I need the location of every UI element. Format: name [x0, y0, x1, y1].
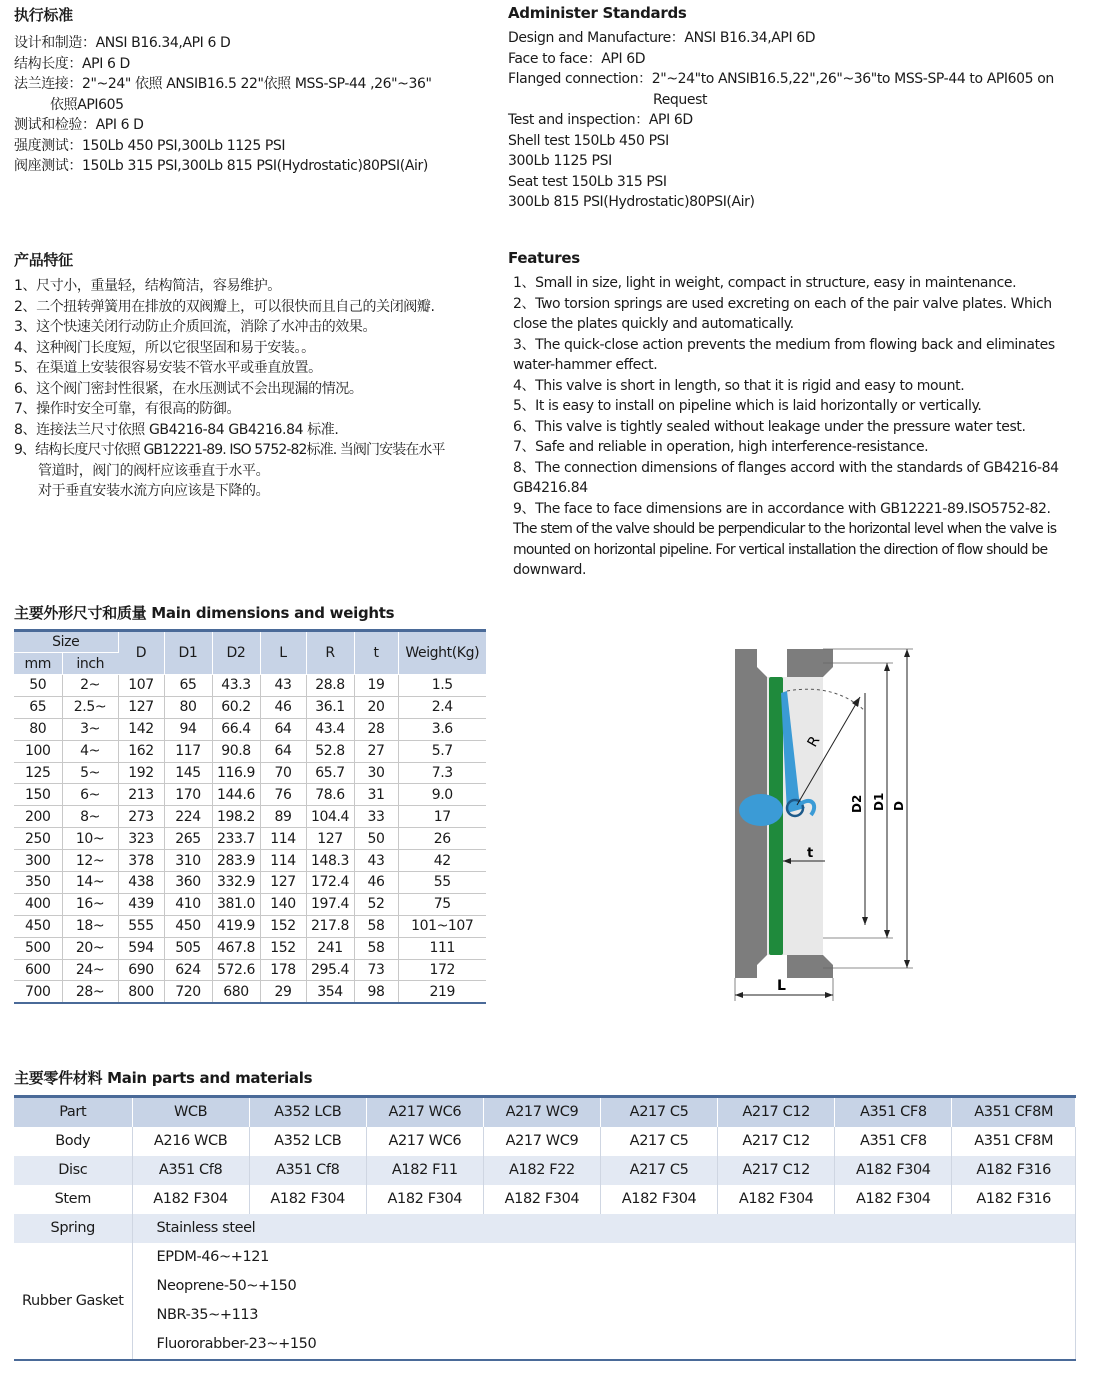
dimension-cell: 410 — [164, 893, 212, 915]
standards-cn-heading: 执行标准 — [14, 6, 73, 24]
materials-row-disc — [14, 1156, 1076, 1185]
dimension-cell: 90.8 — [212, 740, 260, 762]
dimension-cell: 64 — [260, 740, 306, 762]
d-arrowhead — [904, 960, 910, 968]
spring-label: Spring — [14, 1214, 132, 1243]
dimension-cell: 5~ — [62, 762, 118, 784]
dimension-cell: 219 — [398, 981, 486, 1003]
materials-cell: A217 WC6 — [366, 1127, 483, 1156]
d2-arrowhead — [862, 917, 868, 925]
features-en-line: 6、This valve is tightly sealed without leakage under the pressure water test. — [513, 418, 1026, 435]
dimension-cell: 142 — [118, 718, 164, 740]
dimension-cell: 140 — [260, 893, 306, 915]
materials-cell: A182 F316 — [952, 1156, 1076, 1185]
dimension-cell: 350 — [14, 872, 62, 894]
dimension-cell: 75 — [398, 893, 486, 915]
dimension-row — [14, 675, 486, 697]
dimension-cell: 127 — [306, 828, 354, 850]
features-en-line: 9、The face to face dimensions are in accordance with GB12221-89.ISO5752-82. — [513, 500, 1051, 517]
dimension-row — [14, 718, 486, 740]
materials-cell: Disc — [14, 1156, 132, 1185]
dimension-cell: 283.9 — [212, 850, 260, 872]
dimension-cell: 104.4 — [306, 806, 354, 828]
dimension-cell: 101~107 — [398, 915, 486, 937]
materials-cell: A217 C5 — [601, 1127, 718, 1156]
standards-cn-line: 法兰连接：2"~24" 依照 ANSIB16.5 22"依照 MSS-SP-44 ,26"~36" — [14, 76, 432, 92]
dimensions-body — [14, 675, 486, 1003]
materials-cell: A182 F304 — [835, 1156, 952, 1185]
dimension-cell: 70 — [260, 762, 306, 784]
features-cn-line: 2、二个扭转弹簧用在排放的双阀瓣上，可以很快而且自己的关闭阀瓣. — [14, 298, 435, 315]
dimension-cell: 680 — [212, 981, 260, 1003]
dimension-cell: 29 — [260, 981, 306, 1003]
dimension-cell: 624 — [164, 959, 212, 981]
standards-en-line: Request — [653, 91, 708, 108]
dimension-cell: 265 — [164, 828, 212, 850]
standards-en-line: Seat test 150Lb 315 PSI — [508, 173, 667, 190]
dimension-cell: 150 — [14, 784, 62, 806]
materials-cell: A352 LCB — [249, 1127, 366, 1156]
gasket-value: NBR-35~+113 — [156, 1306, 259, 1323]
dimension-cell: 594 — [118, 937, 164, 959]
dimension-cell: 419.9 — [212, 915, 260, 937]
label-D2: D2 — [850, 794, 864, 813]
standards-en-heading: Administer Standards — [508, 4, 687, 22]
dimensions-heading — [14, 602, 394, 623]
dimension-cell: 3.6 — [398, 718, 486, 740]
features-en-heading: Features — [508, 249, 580, 267]
standards-cn-line: 结构长度：API 6 D — [14, 55, 130, 72]
standards-en-line: Shell test 150Lb 450 PSI — [508, 132, 669, 149]
dimension-cell: 43.4 — [306, 718, 354, 740]
l-arrowhead — [735, 992, 743, 998]
features-en-section — [508, 249, 1093, 581]
dimension-cell: 4~ — [62, 740, 118, 762]
dimension-cell: 52 — [354, 893, 398, 915]
features-en-line: downward. — [513, 562, 587, 578]
dimension-cell: 170 — [164, 784, 212, 806]
dimension-cell: 233.7 — [212, 828, 260, 850]
dimension-cell: 192 — [118, 762, 164, 784]
materials-cell: Body — [14, 1127, 132, 1156]
gasket-value: Neoprene-50~+150 — [156, 1277, 297, 1294]
dimension-cell: 148.3 — [306, 850, 354, 872]
dimension-cell: 450 — [164, 915, 212, 937]
features-cn-line: 8、连接法兰尺寸依照 GB4216-84 GB4216.84 标准. — [14, 421, 339, 438]
dimension-cell: 43 — [260, 675, 306, 697]
standards-cn-line: 测试和检验：API 6 D — [14, 117, 144, 133]
dimension-cell: 400 — [14, 893, 62, 915]
dimension-cell: 20~ — [62, 937, 118, 959]
dimension-row — [14, 937, 486, 959]
features-en-line: 1、Small in size, light in weight, compact in structure, easy in maintenance. — [513, 275, 1017, 291]
dimension-cell: 65 — [14, 696, 62, 718]
dimension-cell: 117 — [164, 740, 212, 762]
dimension-row — [14, 740, 486, 762]
valve-disc-hub — [739, 794, 783, 826]
dimension-cell: 250 — [14, 828, 62, 850]
features-en-line: 8、The connection dimensions of flanges accord with the standards of GB4216-84 — [513, 459, 1059, 476]
dimension-cell: 700 — [14, 981, 62, 1003]
materials-cell: A182 F304 — [366, 1185, 483, 1214]
dimension-cell: 323 — [118, 828, 164, 850]
dimension-cell: 20 — [354, 696, 398, 718]
standards-cn-line: 依照API605 — [50, 96, 124, 113]
dimension-cell: 65 — [164, 675, 212, 697]
dimension-row — [14, 784, 486, 806]
dimension-cell: 300 — [14, 850, 62, 872]
features-en-line: water-hammer effect. — [513, 357, 658, 373]
materials-cell: Stem — [14, 1185, 132, 1214]
dimension-cell: 295.4 — [306, 959, 354, 981]
dimension-cell: 2.4 — [398, 696, 486, 718]
inch-header: inch — [62, 653, 118, 675]
dimension-row — [14, 828, 486, 850]
dimension-cell: 505 — [164, 937, 212, 959]
materials-row-stem — [14, 1185, 1076, 1214]
dimension-cell: 360 — [164, 872, 212, 894]
features-cn-line: 7、操作时安全可靠，有很高的防御。 — [14, 401, 241, 417]
dimension-cell: 73 — [354, 959, 398, 981]
dimension-cell: 467.8 — [212, 937, 260, 959]
dimension-cell: 58 — [354, 937, 398, 959]
dimension-cell: 800 — [118, 981, 164, 1003]
dimension-cell: 378 — [118, 850, 164, 872]
standards-cn-line: 设计和制造：ANSI B16.34,API 6 D — [14, 35, 231, 51]
dimension-cell: 332.9 — [212, 872, 260, 894]
dimensions-heading-en: Main dimensions and weights — [151, 604, 395, 622]
dimension-cell: 46 — [354, 872, 398, 894]
features-en-line: 2、Two torsion springs are used excreting on each of the pair valve plates. Which — [513, 295, 1052, 312]
dimension-cell: 64 — [260, 718, 306, 740]
standards-en-line: 300Lb 815 PSI(Hydrostatic)80PSI(Air) — [508, 194, 755, 210]
features-cn-line: 9、结构长度尺寸依照 GB12221-89. ISO 5752-82标准. 当阀门安装在水平 — [14, 442, 445, 458]
materials-row-body — [14, 1127, 1076, 1156]
dimension-row — [14, 762, 486, 784]
gasket-value: Fluororabber-23~+150 — [156, 1335, 317, 1352]
dimension-cell: 690 — [118, 959, 164, 981]
dimension-cell: 198.2 — [212, 806, 260, 828]
dimension-cell: 80 — [164, 696, 212, 718]
l-arrowhead — [825, 992, 833, 998]
dimensions-table — [14, 629, 486, 1004]
materials-cell: A182 F22 — [483, 1156, 600, 1185]
dimension-cell: 111 — [398, 937, 486, 959]
dimension-cell: 213 — [118, 784, 164, 806]
dimension-cell: 116.9 — [212, 762, 260, 784]
dimension-cell: 19 — [354, 675, 398, 697]
dimension-cell: 94 — [164, 718, 212, 740]
dimension-cell: 310 — [164, 850, 212, 872]
features-en-line: 3、The quick-close action prevents the medium from flowing back and eliminates — [513, 336, 1055, 353]
col-header-L: L — [260, 631, 306, 675]
label-R: R — [804, 733, 824, 750]
materials-table — [14, 1095, 1076, 1361]
materials-row-gasket — [14, 1243, 1076, 1360]
dimension-cell: 5.7 — [398, 740, 486, 762]
dimension-cell: 60.2 — [212, 696, 260, 718]
dimension-cell: 43 — [354, 850, 398, 872]
dimension-cell: 17 — [398, 806, 486, 828]
materials-cell: A182 F304 — [483, 1185, 600, 1214]
features-cn-line: 对于垂直安装水流方向应该是下降的。 — [38, 483, 270, 499]
dimension-cell: 55 — [398, 872, 486, 894]
standards-en-line: Test and inspection：API 6D — [508, 112, 693, 128]
features-cn-line: 5、在渠道上安装很容易安装不管水平或垂直放置。 — [14, 360, 322, 376]
d1-arrowhead — [884, 663, 890, 671]
features-cn-line: 1、尺寸小，重量轻，结构简洁，容易维护。 — [14, 278, 281, 294]
gasket-values — [132, 1243, 1076, 1360]
dimension-cell: 2.5~ — [62, 696, 118, 718]
dimensions-heading-cn: 主要外形尺寸和质量 — [14, 604, 147, 622]
dimension-cell: 8~ — [62, 806, 118, 828]
dimension-row — [14, 981, 486, 1003]
materials-header-cell: A217 WC6 — [366, 1097, 483, 1127]
dimension-cell: 178 — [260, 959, 306, 981]
dimension-cell: 152 — [260, 915, 306, 937]
valve-diagram — [715, 633, 925, 1008]
dimension-cell: 76 — [260, 784, 306, 806]
dimension-cell: 162 — [118, 740, 164, 762]
materials-heading-cn: 主要零件材料 — [14, 1069, 103, 1087]
dimension-cell: 9.0 — [398, 784, 486, 806]
col-header-D1: D1 — [164, 631, 212, 675]
materials-heading-en: Main parts and materials — [107, 1069, 313, 1087]
dimension-cell: 125 — [14, 762, 62, 784]
features-en-line: 7、Safe and reliable in operation, high interference-resistance. — [513, 439, 929, 455]
dimension-row — [14, 959, 486, 981]
label-D1: D1 — [872, 792, 886, 811]
dimension-cell: 439 — [118, 893, 164, 915]
dimension-cell: 98 — [354, 981, 398, 1003]
dimension-cell: 144.6 — [212, 784, 260, 806]
dimension-row — [14, 872, 486, 894]
features-cn-line: 管道时，阀门的阀杆应该垂直于水平。 — [38, 462, 270, 479]
dimension-cell: 66.4 — [212, 718, 260, 740]
dimension-cell: 14~ — [62, 872, 118, 894]
dimension-cell: 438 — [118, 872, 164, 894]
materials-header-cell: A217 C12 — [718, 1097, 835, 1127]
dimension-cell: 200 — [14, 806, 62, 828]
dimension-cell: 600 — [14, 959, 62, 981]
dimension-cell: 12~ — [62, 850, 118, 872]
dimension-cell: 152 — [260, 937, 306, 959]
col-header-D2: D2 — [212, 631, 260, 675]
features-cn-heading: 产品特征 — [14, 251, 73, 269]
dimension-cell: 80 — [14, 718, 62, 740]
materials-cell: A351 Cf8 — [249, 1156, 366, 1185]
materials-header-row — [14, 1097, 1076, 1127]
dimension-row — [14, 806, 486, 828]
dimension-cell: 197.4 — [306, 893, 354, 915]
materials-cell: A217 C12 — [718, 1127, 835, 1156]
standards-cn-line: 阀座测试：150Lb 315 PSI,300Lb 815 PSI(Hydrostatic)80PSI(Air) — [14, 158, 428, 174]
standards-cn-line: 强度测试：150Lb 450 PSI,300Lb 1125 PSI — [14, 137, 286, 154]
dimension-cell: 78.6 — [306, 784, 354, 806]
materials-header-cell: A217 C5 — [601, 1097, 718, 1127]
features-en-line: GB4216.84 — [513, 480, 588, 496]
dimension-cell: 43.3 — [212, 675, 260, 697]
label-D: D — [892, 801, 906, 811]
materials-cell: A182 F304 — [249, 1185, 366, 1214]
dimension-cell: 381.0 — [212, 893, 260, 915]
materials-header-cell: WCB — [132, 1097, 249, 1127]
standards-en-line: Flanged connection：2"~24"to ANSIB16.5,22",26"~36"to MSS-SP-44 to API605 on — [508, 71, 1054, 87]
dimension-cell: 46 — [260, 696, 306, 718]
col-header-D: D — [118, 631, 164, 675]
materials-header-cell: A351 CF8 — [835, 1097, 952, 1127]
standards-en-line: Face to face：API 6D — [508, 50, 646, 67]
dimension-cell: 42 — [398, 850, 486, 872]
standards-en-line: 300Lb 1125 PSI — [508, 153, 612, 169]
dimension-cell: 273 — [118, 806, 164, 828]
features-cn-line: 4、这种阀门长度短，所以它很坚固和易于安装。。 — [14, 339, 315, 356]
features-en-line: 5、It is easy to install on pipeline which is laid horizontally or vertically. — [513, 398, 982, 414]
features-en-line: mounted on horizontal pipeline. For vertical installation the direction of flow should be — [513, 541, 1048, 558]
dimension-cell: 572.6 — [212, 959, 260, 981]
dimension-cell: 555 — [118, 915, 164, 937]
dimension-cell: 2~ — [62, 675, 118, 697]
dimension-cell: 450 — [14, 915, 62, 937]
d-arrowhead — [904, 649, 910, 657]
standards-en-section — [508, 4, 1088, 213]
col-header-R: R — [306, 631, 354, 675]
d1-arrowhead — [884, 930, 890, 938]
materials-heading — [14, 1067, 312, 1088]
dimension-cell: 50 — [14, 675, 62, 697]
dimension-cell: 114 — [260, 850, 306, 872]
standards-cn-section — [14, 4, 504, 177]
dimension-cell: 500 — [14, 937, 62, 959]
label-L: L — [777, 978, 786, 994]
gasket-label: Rubber Gasket — [14, 1243, 132, 1360]
spring-value: Stainless steel — [132, 1214, 1076, 1243]
dimension-cell: 107 — [118, 675, 164, 697]
dimension-row — [14, 893, 486, 915]
features-cn-line: 6、这个阀门密封性很紧，在水压测试不会出现漏的情况。 — [14, 380, 363, 397]
materials-header-cell: A351 CF8M — [952, 1097, 1076, 1127]
dimension-cell: 172 — [398, 959, 486, 981]
dimension-cell: 3~ — [62, 718, 118, 740]
gasket-value: EPDM-46~+121 — [156, 1248, 269, 1265]
dimension-cell: 6~ — [62, 784, 118, 806]
materials-header-cell: Part — [14, 1097, 132, 1127]
features-cn-section — [14, 249, 504, 502]
materials-cell: A182 F11 — [366, 1156, 483, 1185]
materials-cell: A182 F304 — [601, 1185, 718, 1214]
materials-cell: A182 F316 — [952, 1185, 1076, 1214]
dimension-cell: 28 — [354, 718, 398, 740]
dimension-cell: 30 — [354, 762, 398, 784]
materials-cell: A182 F304 — [718, 1185, 835, 1214]
dimension-cell: 28.8 — [306, 675, 354, 697]
materials-cell: A217 C5 — [601, 1156, 718, 1185]
dimension-cell: 114 — [260, 828, 306, 850]
standards-en-line: Design and Manufacture：ANSI B16.34,API 6D — [508, 30, 816, 46]
dimension-cell: 145 — [164, 762, 212, 784]
materials-row-spring — [14, 1214, 1076, 1243]
dimension-cell: 10~ — [62, 828, 118, 850]
dimension-cell: 27 — [354, 740, 398, 762]
col-header-weight: Weight(Kg) — [398, 631, 486, 675]
dimension-cell: 24~ — [62, 959, 118, 981]
dimension-cell: 100 — [14, 740, 62, 762]
features-en-line: close the plates quickly and automatically. — [513, 316, 794, 332]
dimension-cell: 31 — [354, 784, 398, 806]
materials-cell: A351 CF8 — [835, 1127, 952, 1156]
materials-cell: A351 Cf8 — [132, 1156, 249, 1185]
features-en-line: 4、This valve is short in length, so that it is rigid and easy to mount. — [513, 377, 965, 394]
dimension-cell: 26 — [398, 828, 486, 850]
dimension-cell: 354 — [306, 981, 354, 1003]
dimension-cell: 65.7 — [306, 762, 354, 784]
dimension-row — [14, 850, 486, 872]
dimension-cell: 1.5 — [398, 675, 486, 697]
dimension-cell: 224 — [164, 806, 212, 828]
dimension-cell: 36.1 — [306, 696, 354, 718]
materials-header-cell: A217 WC9 — [483, 1097, 600, 1127]
dimension-cell: 16~ — [62, 893, 118, 915]
materials-cell: A217 C12 — [718, 1156, 835, 1185]
col-header-t: t — [354, 631, 398, 675]
dimension-cell: 18~ — [62, 915, 118, 937]
dimension-cell: 241 — [306, 937, 354, 959]
dimension-row — [14, 696, 486, 718]
features-en-line: The stem of the valve should be perpendicular to the horizontal level when the valve is — [513, 521, 1057, 537]
materials-cell: A217 WC9 — [483, 1127, 600, 1156]
dimension-cell: 58 — [354, 915, 398, 937]
dimension-cell: 720 — [164, 981, 212, 1003]
dimension-cell: 50 — [354, 828, 398, 850]
materials-cell: A351 CF8M — [952, 1127, 1076, 1156]
materials-cell: A216 WCB — [132, 1127, 249, 1156]
mm-header: mm — [14, 653, 62, 675]
dimension-cell: 7.3 — [398, 762, 486, 784]
size-header: Size — [14, 631, 118, 653]
dimension-cell: 127 — [260, 872, 306, 894]
dimension-cell: 33 — [354, 806, 398, 828]
dimension-cell: 89 — [260, 806, 306, 828]
label-t: t — [807, 846, 814, 861]
dimension-cell: 127 — [118, 696, 164, 718]
dimension-cell: 172.4 — [306, 872, 354, 894]
materials-header-cell: A352 LCB — [249, 1097, 366, 1127]
features-cn-line: 3、这个快速关闭行动防止介质回流，消除了水冲击的效果。 — [14, 319, 377, 335]
materials-cell: A182 F304 — [132, 1185, 249, 1214]
dimension-cell: 28~ — [62, 981, 118, 1003]
materials-cell: A182 F304 — [835, 1185, 952, 1214]
dimension-row — [14, 915, 486, 937]
dimension-cell: 217.8 — [306, 915, 354, 937]
dimension-cell: 52.8 — [306, 740, 354, 762]
